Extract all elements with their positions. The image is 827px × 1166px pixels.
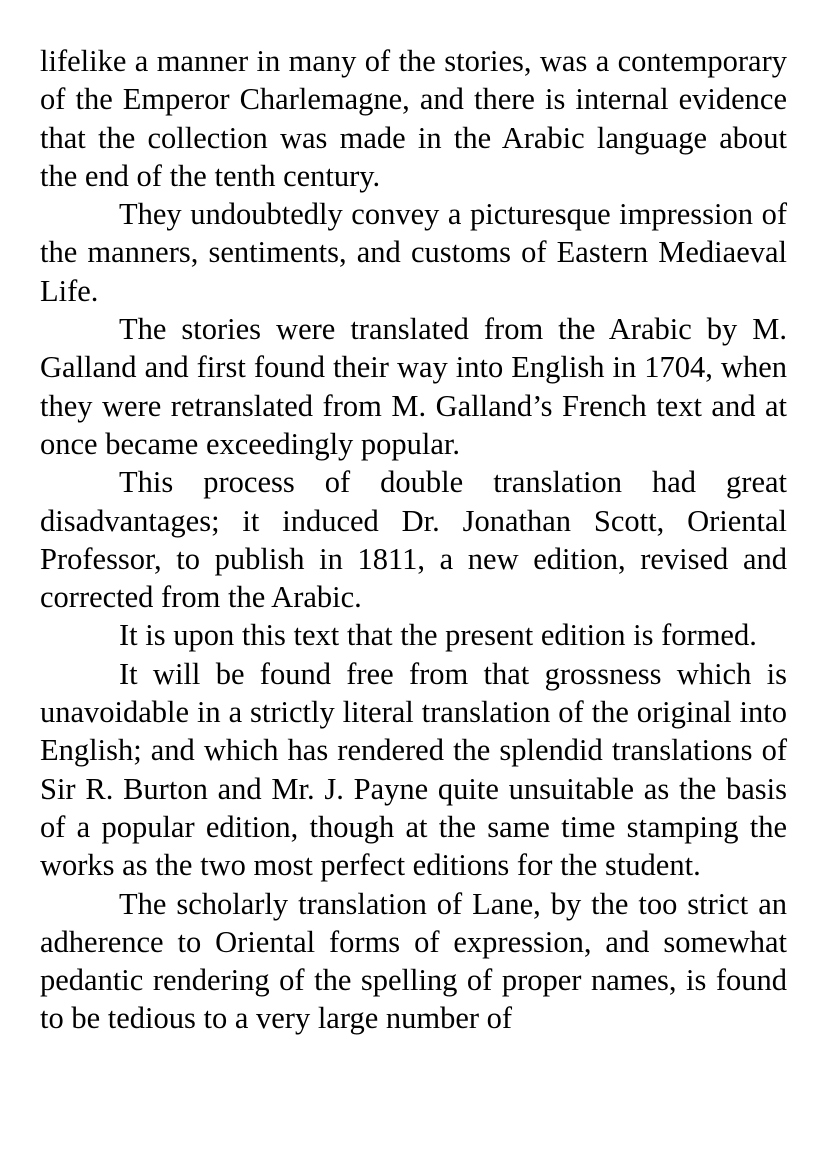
- paragraph-lane-translation: The scholarly translation of Lane, by the too strict an adherence to Oriental forms of expression, and somewhat pedantic rendering of the spelling of proper names, is found to be tedious to a very large number of: [40, 886, 787, 1036]
- paragraph-double-translation: This process of double translation had great disadvantages; it induced Dr. Jonathan Scott, Oriental Professor, to publish in 1811, a new edition, revised and corrected from the Arabic.: [40, 465, 787, 615]
- paragraph-galland-translation: The stories were translated from the Arabic by M. Galland and first found their way into English in 1704, when they were retranslated from M. Galland’s French text and at once became exceedingly popular.: [40, 312, 787, 461]
- paragraph-continuation: lifelike a manner in many of the stories, was a contemporary of the Emperor Charlemagne, and there is internal evidence that the collection was made in the Arabic language about the end of the tenth century.: [40, 44, 787, 193]
- paragraph-present-edition: It is upon this text that the present edition is formed.: [119, 618, 757, 653]
- paragraph-picturesque-impression: They undoubtedly convey a picturesque impression of the manners, sentiments, and customs of Eastern Mediaeval Life.: [40, 197, 787, 308]
- paragraph-grossness: It will be found free from that grossness which is unavoidable in a strictly literal translation of the original into English; and which has rendered the splendid translations of Sir R. Burton and Mr. J. Payne quite unsuitable as the basis of a popular edition, though at the same time stamping the works as the two most perfect editions for the student.: [40, 656, 787, 883]
